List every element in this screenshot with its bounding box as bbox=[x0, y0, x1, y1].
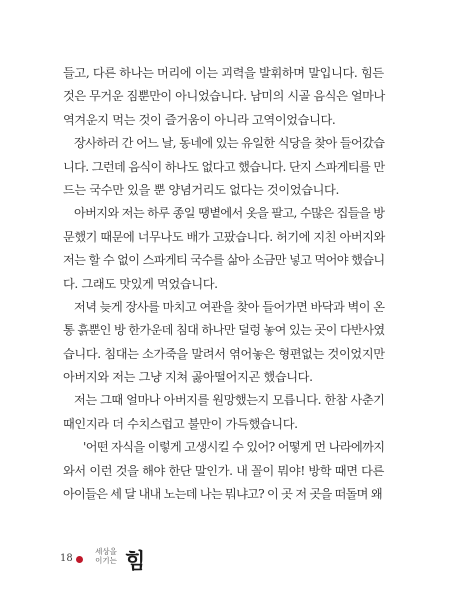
text-line: 드는 국수만 있을 뿐 양념거리도 없다는 것이었습니다. bbox=[63, 182, 339, 197]
text-line: 니다. 그런데 음식이 하나도 없다고 했습니다. 단지 스파게티를 만 bbox=[63, 159, 385, 174]
text-line: 것은 무거운 짐뿐만이 아니었습니다. 남미의 시골 음식은 얼마나 bbox=[63, 89, 385, 104]
text-line: 와서 이런 것을 해야 한단 말인가. 내 꼴이 뭐야! 방학 때면 다른 bbox=[63, 463, 384, 478]
text-line: 역겨운지 먹는 것이 즐거움이 아니라 고역이었습니다. bbox=[63, 112, 336, 127]
text-line: 장사하러 간 어느 날, 동네에 있는 유일한 식당을 찾아 들어갔습 bbox=[74, 136, 385, 151]
text-line: '어떤 자식을 이렇게 고생시킬 수 있어? 어떻게 먼 나라에까지 bbox=[83, 440, 385, 455]
bullet-dot-icon bbox=[76, 556, 83, 563]
text-line: 아버지와 저는 하루 종일 땡볕에서 옷을 팔고, 수많은 집들을 방 bbox=[74, 206, 385, 221]
text-line: 다. 그래도 맛있게 먹었습니다. bbox=[63, 276, 218, 291]
text-line: 문했기 때문에 너무나도 배가 고팠습니다. 허기에 지친 아버지와 bbox=[63, 229, 385, 244]
text-line: 아버지와 저는 그냥 지쳐 곯아떨어지곤 했습니다. bbox=[63, 370, 313, 385]
book-title-small bbox=[89, 547, 123, 565]
text-line: 저는 그때 얼마나 아버지를 원망했는지 모릅니다. 한참 사춘기 bbox=[74, 393, 385, 408]
text-line: 아이들은 세 달 내내 노는데 나는 뭐냐고? 이 곳 저 곳을 떠돌며 왜 bbox=[63, 487, 382, 502]
text-line: 때인지라 더 수치스럽고 불만이 가득했습니다. bbox=[63, 416, 298, 431]
book-title-small-line1: 세상을 bbox=[95, 547, 117, 556]
text-line: 저녁 늦게 장사를 마치고 여관을 찾아 들어가면 바닥과 벽이 온 bbox=[74, 299, 385, 314]
body-text bbox=[63, 62, 383, 506]
page-number: 18 bbox=[60, 553, 73, 564]
book-title-large: 힘 bbox=[125, 548, 146, 573]
text-line: 들고, 다른 하나는 머리에 이는 괴력을 발휘하며 말입니다. 힘든 bbox=[63, 66, 384, 80]
text-line: 저는 할 수 없이 스파게티 국수를 삶아 소금만 넣고 먹어야 했습니 bbox=[63, 253, 385, 268]
book-title-small-line2: 이기는 bbox=[95, 556, 117, 565]
text-line: 통 흙뿐인 방 한가운데 침대 하나만 덜렁 놓여 있는 곳이 다반사였 bbox=[63, 323, 385, 338]
page-footer bbox=[60, 545, 260, 575]
text-line: 습니다. 침대는 소가죽을 말려서 엮어놓은 형편없는 것이었지만 bbox=[63, 346, 385, 361]
